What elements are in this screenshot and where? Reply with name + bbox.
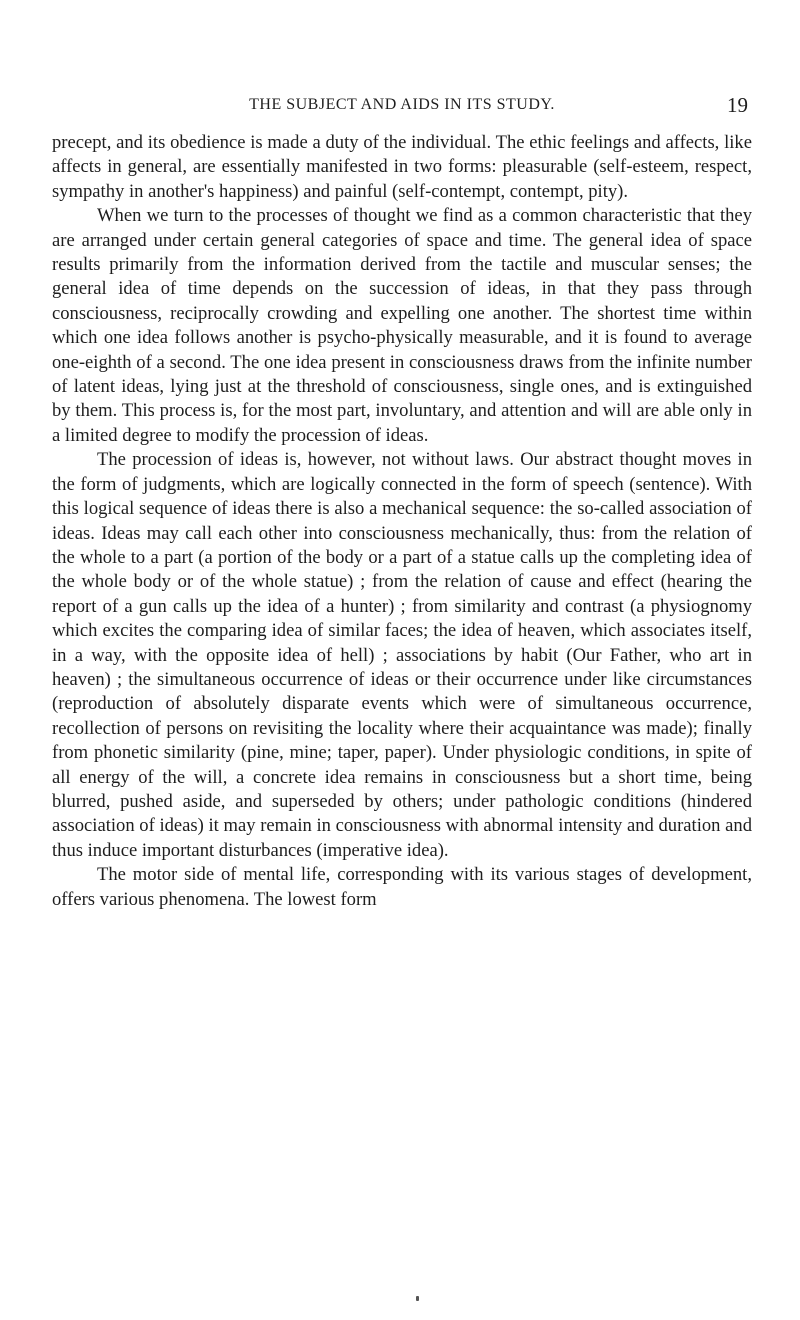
running-head xyxy=(52,88,752,122)
body-text xyxy=(52,131,752,912)
paragraph-motor-side: The motor side of mental life, corresponding with its various stages of development, offers various phenomena. The lowest form xyxy=(52,864,752,910)
running-title: THE SUBJECT AND AIDS IN ITS STUDY. xyxy=(249,96,555,113)
page-number: 19 xyxy=(727,93,748,117)
print-speck xyxy=(416,1296,419,1301)
book-page xyxy=(52,88,752,912)
paragraph-continued: precept, and its obedience is made a duty of the individual. The ethic feelings and affects, like affects in general, are essentially manifested in two forms: pleasurable (self-esteem, respect, sympathy in another's happiness) and painful (self-contempt, contempt, pity). xyxy=(52,132,752,202)
paragraph-procession-of-ideas: The procession of ideas is, however, not without laws. Our abstract thought moves in the form of judgments, which are logically connected in the form of speech (sentence). With this logical sequence of ideas there is also a mechanical sequence: the so-called association of ideas. Ideas may call each other into consciousness mechanically, thus: from the relation of the whole to a part (a portion of the body or a part of a statue calls up the completing idea of the whole body or of the whole statue) ; from the relation of cause and effect (hearing the report of a gun calls up the idea of a hunter) ; from similarity and contrast (a physiognomy which excites the comparing idea of similar faces; the idea of heaven, which associates itself, in a way, with the opposite idea of hell) ; associations by habit (Our Father, who art in heaven) ; the simultaneous occurrence of ideas or their occurrence under like circumstances (reproduction of absolutely disparate events which were of simultaneous occurrence, recollection of persons on revisiting the locality where their acquaintance was made); finally from phonetic similarity (pine, mine; taper, paper). Under physiologic conditions, in spite of all energy of the will, a concrete idea remains in consciousness but a short time, being blurred, pushed aside, and superseded by others; under pathologic conditions (hindered association of ideas) it may remain in consciousness with abnormal intensity and duration and thus induce important disturbances (imperative idea). xyxy=(52,449,752,861)
paragraph-thought-processes: When we turn to the processes of thought we find as a common characteristic that they are arranged under certain general categories of space and time. The general idea of space results primarily from the information derived from the tactile and muscular senses; the general idea of time depends on the succession of ideas, in that they pass through consciousness, reciprocally crowding and expelling one another. The shortest time within which one idea follows another is psycho-physically measurable, and it is found to average one-eighth of a second. The one idea present in consciousness draws from the infinite number of latent ideas, lying just at the threshold of consciousness, single ones, and is extinguished by them. This process is, for the most part, involuntary, and attention and will are able only in a limited degree to modify the procession of ideas. xyxy=(52,205,752,446)
